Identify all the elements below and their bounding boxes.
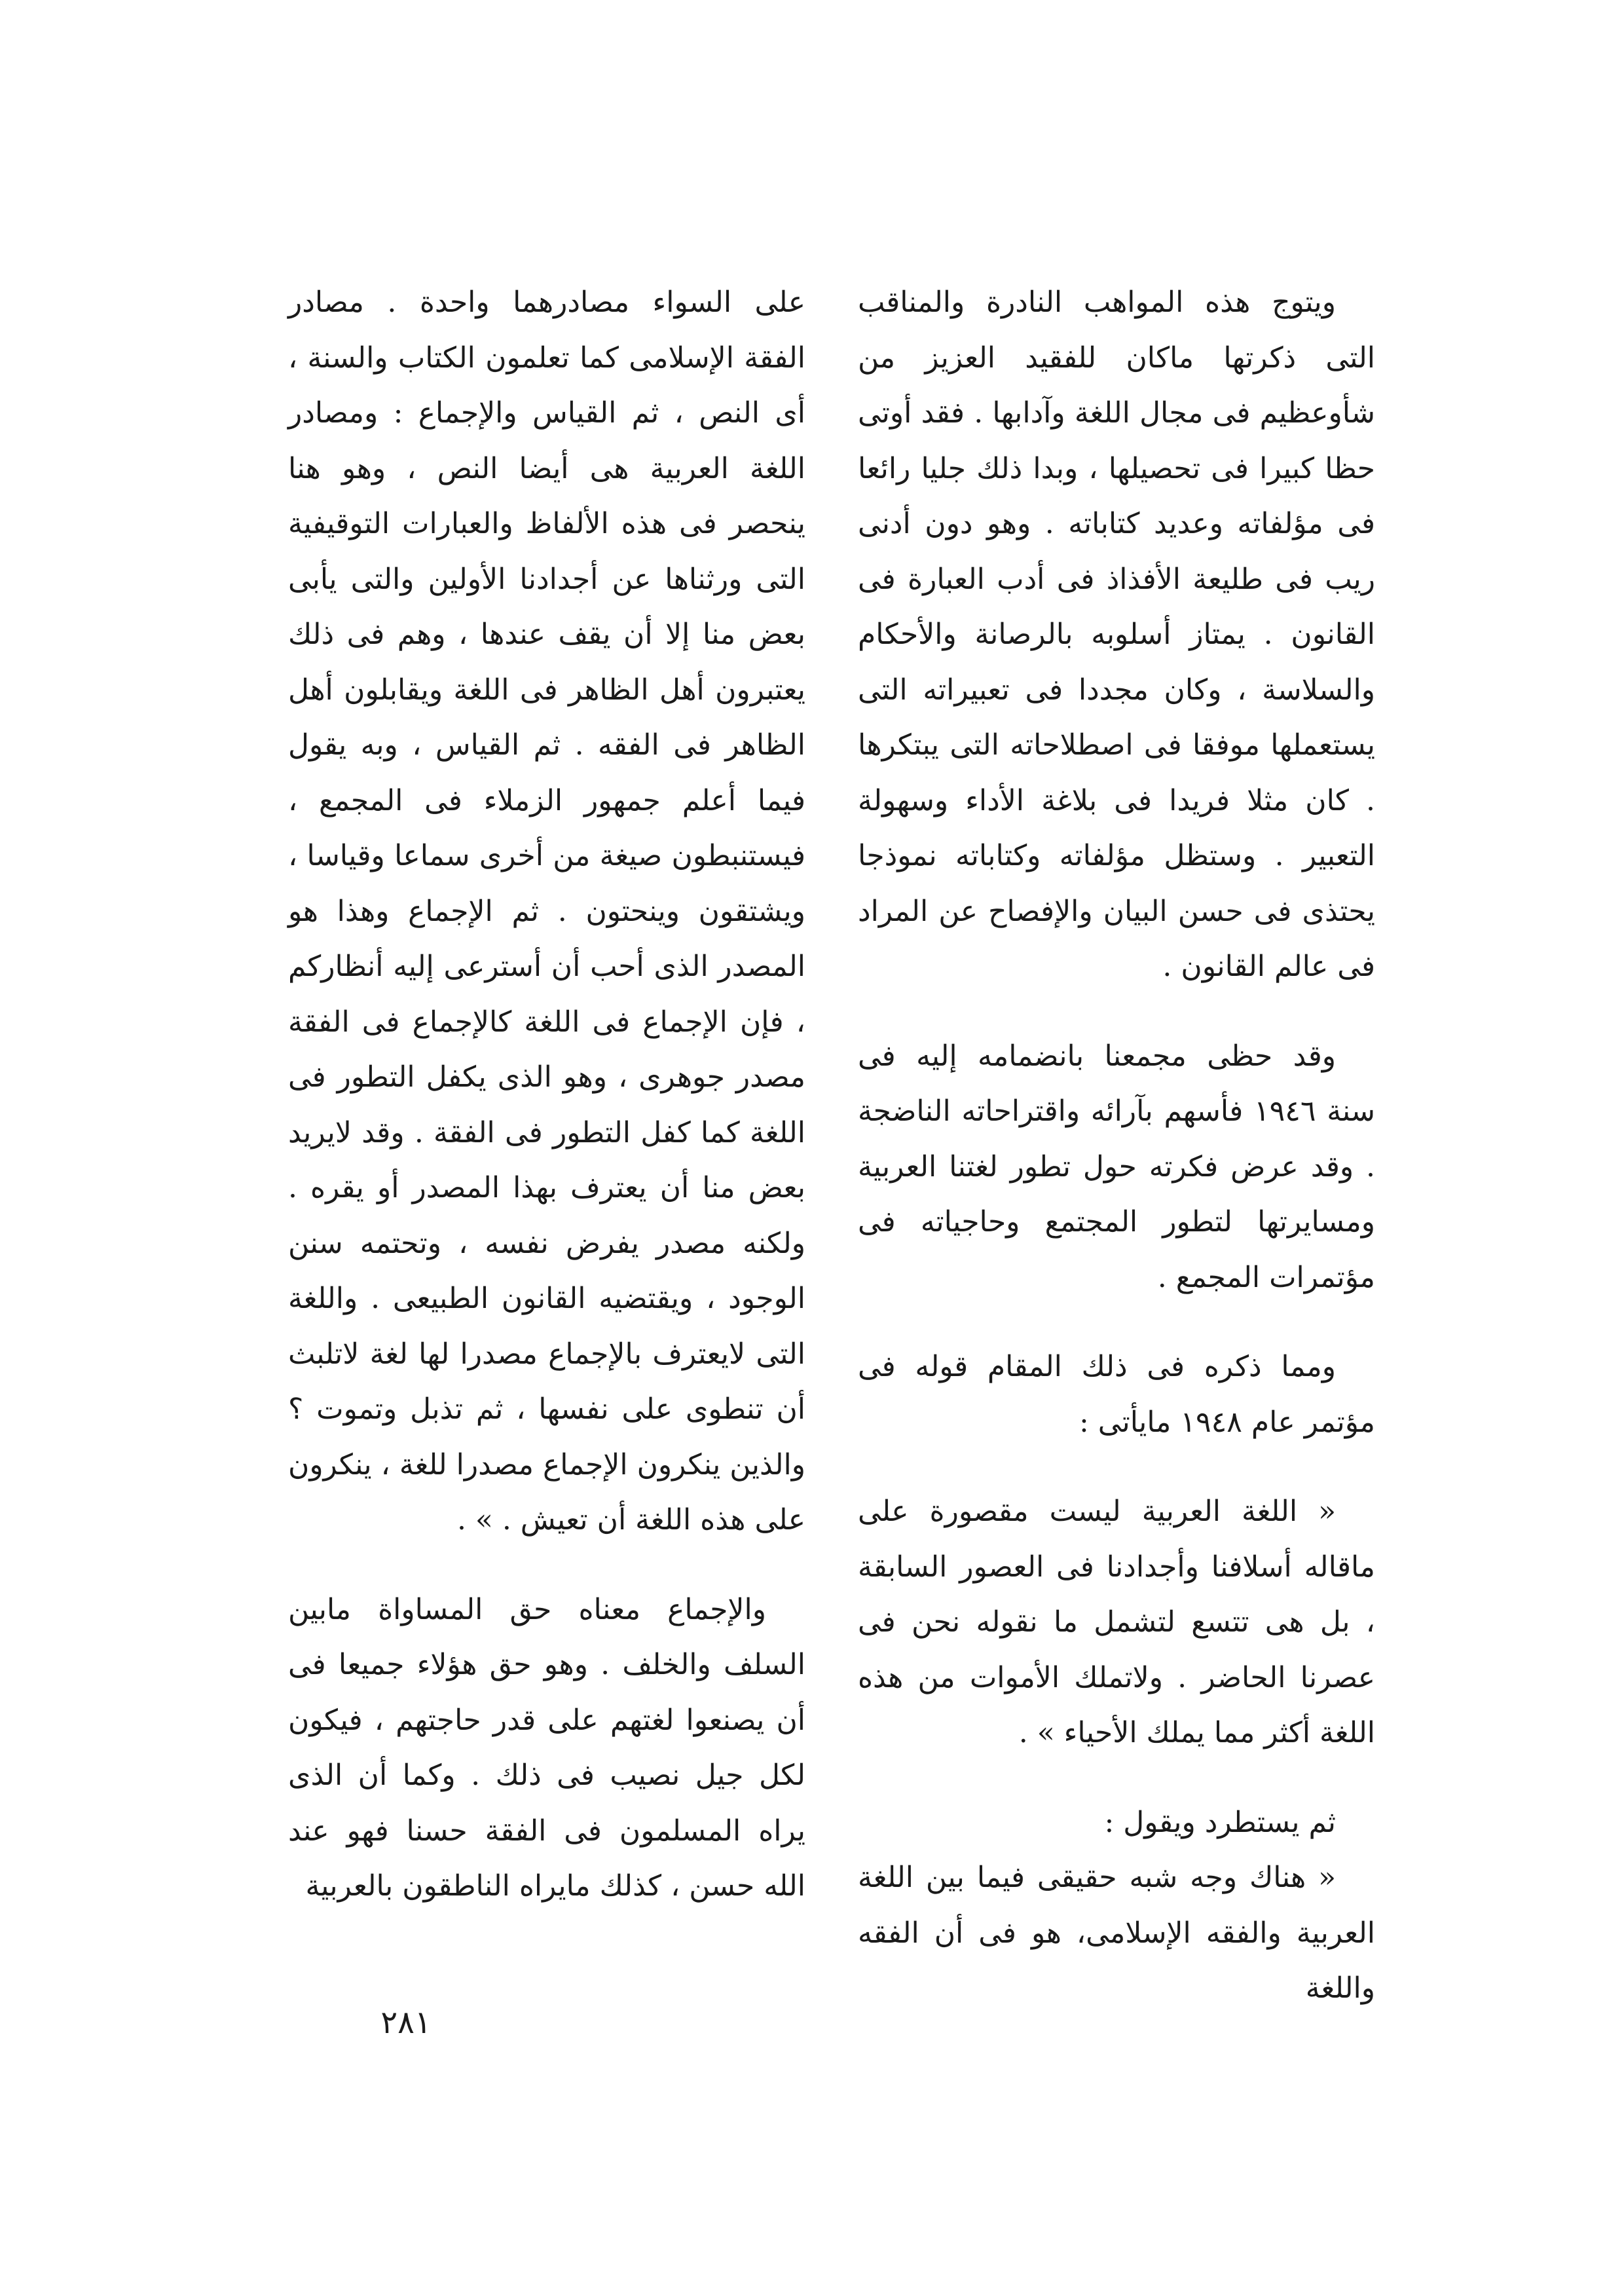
paragraph-academy-membership: وقد حظى مجمعنا بانضمامه إليه فى سنة ١٩٤٦ فأسهم بآرائه واقتراحاته الناضجة . وقد عرض فكرته حول تطور لغتنا العربية ومسايرتها لتطور المجتمع وحاجياته فى مؤتمرات المجمع .: [858, 1039, 1375, 1294]
paragraph-consensus: والإجماع معناه حق المساواة مابين السلف والخلف . وهو حق هؤلاء جميعا فى أن يصنعوا لغتهم على قدر حاجتهم ، فيكون لكل جيل نصيب فى ذلك . وكما أن الذى يراه المسلمون فى الفقة حسنا فهو عند الله حسن ، كذلك مايراه الناطقون بالعربية: [288, 1592, 805, 1903]
page-number: [0, 2004, 1624, 2041]
quote-arabic-language: « اللغة العربية ليست مقصورة على ماقاله أسلافنا وأجدادنا فى العصور السابقة ، بل هى تتسع لتشمل ما نقوله نحن فى عصرنا الحاضر . ولاتملك الأموات من هذه اللغة أكثر مما يملك الأحياء » .: [858, 1495, 1375, 1749]
paragraph-conference-intro: ومما ذكره فى ذلك المقام قوله فى مؤتمر عام ١٩٤٨ مايأتى :: [858, 1350, 1375, 1439]
paragraph-tribute: ويتوج هذه المواهب النادرة والمناقب التى ذكرتها ماكان للفقيد العزيز من شأوعظيم فى مجال اللغة وآدابها . فقد أوتى حظا كبيرا فى تحصيلها ، وبدا ذلك جليا رائعا فى مؤلفاته وعديد كتاباته . وهو دون أدنى ريب فى طليعة الأفذاذ فى أدب العبارة فى القانون . يمتاز أسلوبه بالرصانة والأحكام والسلاسة ، وكان مجددا فى تعبيراته التى يستعملها موفقا فى اصطلاحاته التى يبتكرها . كان مثلا فريدا فى بلاغة الأداء وسهولة التعبير . وستظل مؤلفاته وكتاباته نموذجا يحتذى فى حسن البيان والإفصاح عن المراد فى عالم القانون .: [858, 286, 1375, 983]
right-column: [858, 275, 1375, 2017]
page-number-text: ٢٨١: [380, 2004, 432, 2041]
paragraph-continues: ثم يستطرد ويقول :: [1104, 1805, 1336, 1839]
paragraph-sources: على السواء مصادرهما واحدة . مصادر الفقة الإسلامى كما تعلمون الكتاب والسنة ، أى النص ، ثم القياس والإجماع : ومصادر اللغة العربية هى أيضا النص ، وهو هنا ينحصر فى هذه الألفاظ والعبارات التوقيفية التى ورثناها عن أجدادنا الأولين والتى يأبى بعض منا إلا أن يقف عندها ، وهم فى ذلك يعتبرون أهل الظاهر فى اللغة ويقابلون أهل الظاهر فى الفقه . ثم القياس ، وبه يقول فيما أعلم جمهور الزملاء فى المجمع ، فيستنبطون صيغة من أخرى سماعا وقياسا ، ويشتقون وينحتون . ثم الإجماع وهذا هو المصدر الذى أحب أن أسترعى إليه أنظاركم ، فإن الإجماع فى اللغة كالإجماع فى الفقة مصدر جوهرى ، وهو الذى يكفل التطور فى اللغة كما كفل التطور فى الفقة . وقد لايريد بعض منا أن يعترف بهذا المصدر أو يقره . ولكنه مصدر يفرض نفسه ، وتحتمه سنن الوجود ، ويقتضيه القانون الطبيعى . واللغة التى لايعترف بالإجماع مصدرا لها لغة لاتلبث أن تنطوى على نفسها ، ثم تذبل وتموت ؟ والذين ينكرون الإجماع مصدرا للغة ، ينكرون على هذه اللغة أن تعيش . » .: [288, 286, 805, 1537]
quote-language-and-fiqh: « هناك وجه شبه حقيقى فيما بين اللغة العربية والفقه الإسلامى، هو فى أن الفقه واللغة: [858, 1861, 1375, 2005]
left-column: [288, 275, 805, 1914]
